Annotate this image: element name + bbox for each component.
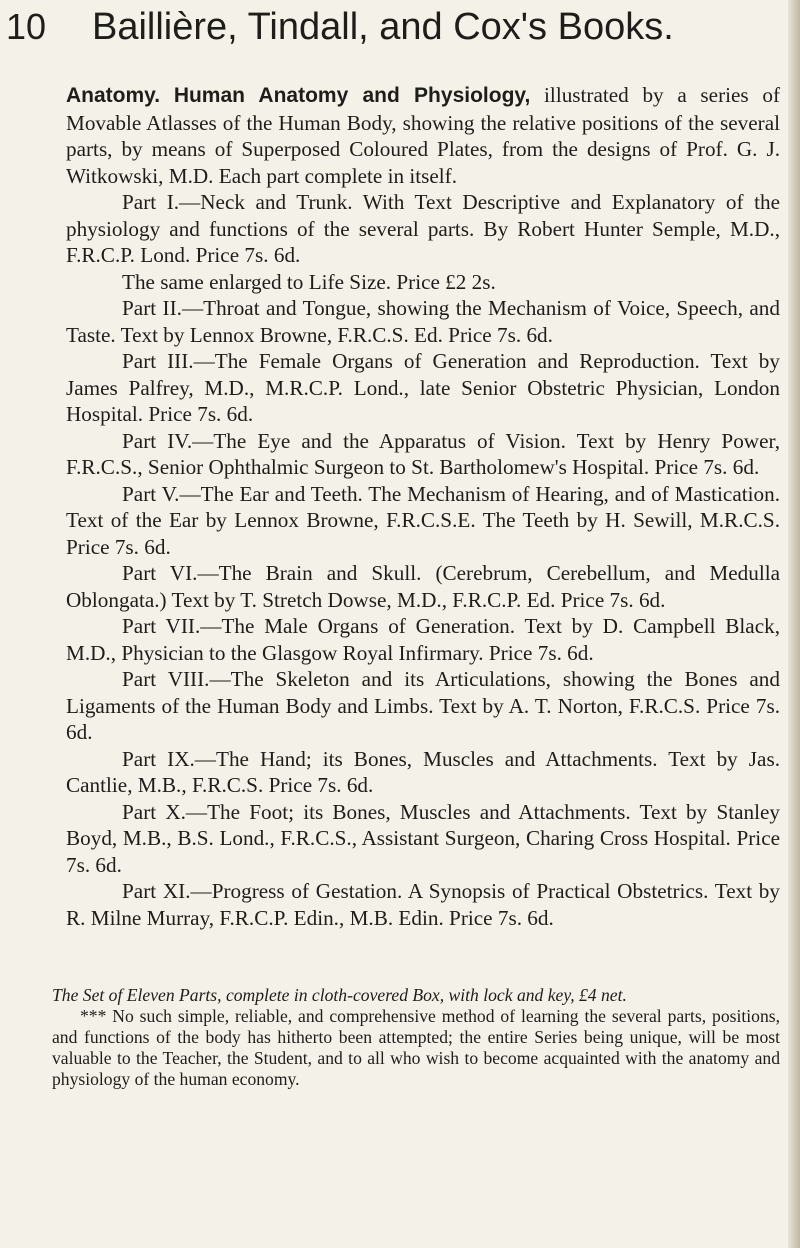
- catalogue-entry: [66, 82, 780, 931]
- part-4: Part IV.—The Eye and the Apparatus of Vision. Text by Henry Power, F.R.C.S., Senior Ophthalmic Surgeon to St. Bartholomew's Hospital. Price 7s. 6d.: [66, 428, 780, 479]
- part-3: Part III.—The Female Organs of Generation and Reproduction. Text by James Palfrey, M.D., M.R.C.P. Lond., late Senior Obstetric Physician, London Hospital. Price 7s. 6d.: [66, 349, 780, 426]
- part-1-enlarged: The same enlarged to Life Size. Price £2 2s.: [122, 269, 496, 294]
- part-7: Part VII.—The Male Organs of Generation. Text by D. Campbell Black, M.D., Physician to the Glasgow Royal Infirmary. Price 7s. 6d.: [66, 614, 780, 665]
- part-9: Part IX.—The Hand; its Bones, Muscles and Attachments. Text by Jas. Cantlie, M.B., F.R.C.S. Price 7s. 6d.: [66, 746, 780, 797]
- part-2: Part II.—Throat and Tongue, showing the Mechanism of Voice, Speech, and Taste. Text by Lennox Browne, F.R.C.S. Ed. Price 7s. 6d.: [66, 296, 780, 347]
- page-number: 10: [6, 6, 47, 47]
- entry-title: Human Anatomy and Physiology,: [173, 84, 531, 107]
- part-6: Part VI.—The Brain and Skull. (Cerebrum, Cerebellum, and Medulla Oblongata.) Text by T. Stretch Dowse, M.D., F.R.C.P. Ed. Price 7s. 6d.: [66, 561, 780, 612]
- part-8: Part VIII.—The Skeleton and its Articulations, showing the Bones and Ligaments of the Human Body and Limbs. Text by A. T. Norton, F.R.C.S. Price 7s. 6d.: [66, 667, 780, 744]
- entry-tag: Anatomy.: [66, 84, 161, 107]
- footer-notes: [52, 985, 780, 1090]
- page-header: [0, 2, 800, 58]
- entry-intro-text: illustrated by a series of Movable Atlasses of the Human Body, showing the relative positions of the several parts, by means of Superposed Coloured Plates, from the designs of Prof. G. J. Witkowski, M.D. Each part complete in itself.: [66, 83, 780, 188]
- entry-intro: [66, 82, 780, 189]
- page-edge: [788, 0, 800, 1248]
- running-title: Baillière, Tindall, and Cox's Books.: [92, 6, 674, 48]
- part-10: Part X.—The Foot; its Bones, Muscles and Attachments. Text by Stanley Boyd, M.B., B.S. Lond., F.R.C.S., Assistant Surgeon, Charing Cross Hospital. Price 7s. 6d.: [66, 799, 780, 877]
- part-5: Part V.—The Ear and Teeth. The Mechanism of Hearing, and of Mastication. Text of the Ear by Lennox Browne, F.R.C.S.E. The Teeth by H. Sewill, M.R.C.S. Price 7s. 6d.: [66, 481, 780, 559]
- part-1: Part I.—Neck and Trunk. With Text Descriptive and Explanatory of the physiology and functions of the several parts. By Robert Hunter Semple, M.D., F.R.C.P. Lond. Price 7s. 6d.: [66, 190, 780, 267]
- series-note: *** No such simple, reliable, and comprehensive method of learning the several parts, positions, and functions of the body has hitherto been attempted; the entire Series being unique, will be most valuable to the Teacher, the Student, and to all who wish to become acquainted with the anatomy and physiology of the human economy.: [52, 1006, 780, 1089]
- part-11: Part XI.—Progress of Gestation. A Synopsis of Practical Obstetrics. Text by R. Milne Murray, F.R.C.P. Edin., M.B. Edin. Price 7s. 6d.: [66, 879, 780, 930]
- set-price-line: The Set of Eleven Parts, complete in cloth-covered Box, with lock and key, £4 net.: [52, 985, 627, 1005]
